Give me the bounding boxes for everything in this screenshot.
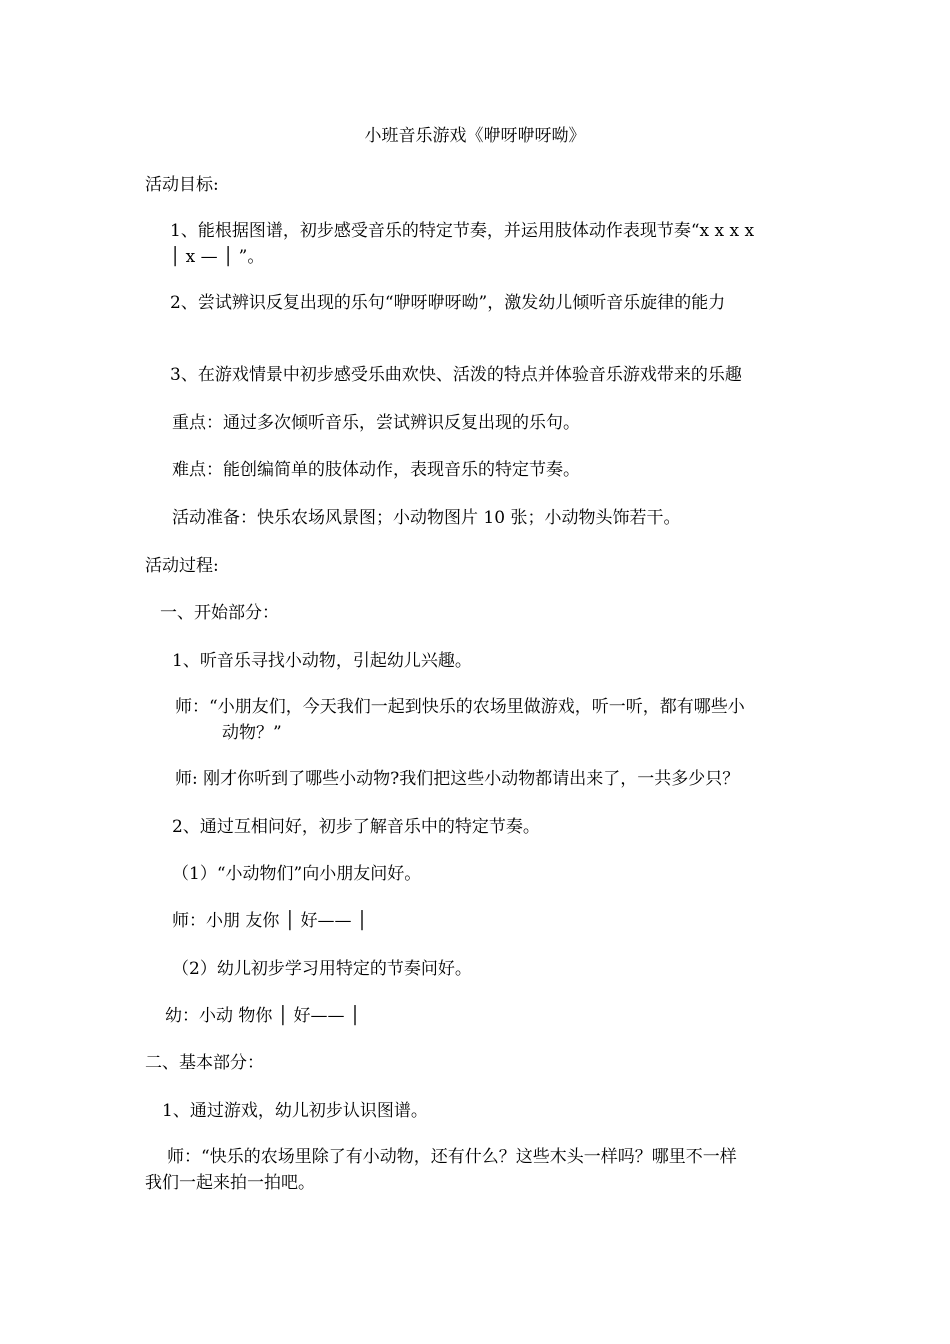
teacher-line-2: 师: 刚才你听到了哪些小动物?我们把这些小动物都请出来了，一共多少只？ bbox=[175, 769, 740, 789]
goals-heading: 活动目标: bbox=[145, 175, 219, 195]
goal-3: 3、在游戏情景中初步感受乐曲欢快、活泼的特点并体验音乐游戏带来的乐趣 bbox=[170, 365, 742, 385]
preparation: 活动准备：快乐农场风景图；小动物图片 10 张；小动物头饰若干。 bbox=[172, 508, 681, 528]
key-point: 重点：通过多次倾听音乐，尝试辨识反复出现的乐句。 bbox=[172, 413, 580, 433]
step-1: 1、听音乐寻找小动物，引起幼儿兴趣。 bbox=[172, 651, 472, 671]
part-1-heading: 一、开始部分： bbox=[160, 603, 279, 623]
sub-step-2: （2）幼儿初步学习用特定的节奏问好。 bbox=[172, 959, 472, 979]
teacher-line-4b: 我们一起来拍一拍吧。 bbox=[145, 1173, 315, 1193]
goal-2: 2、尝试辨识反复出现的乐句“咿呀咿呀呦”，激发幼儿倾听音乐旋律的能力 bbox=[170, 293, 726, 313]
difficulty: 难点：能创编简单的肢体动作，表现音乐的特定节奏。 bbox=[172, 460, 580, 480]
step-3: 1、通过游戏，幼儿初步认识图谱。 bbox=[162, 1101, 428, 1121]
teacher-line-3: 师：小朋 友你 │ 好—— │ bbox=[172, 911, 368, 931]
goal-1-line-1: 1、能根据图谱，初步感受音乐的特定节奏，并运用肢体动作表现节奏“x x x x bbox=[170, 221, 755, 241]
process-heading: 活动过程: bbox=[145, 556, 219, 576]
sub-step-1: （1）“小动物们”向小朋友问好。 bbox=[172, 864, 422, 884]
goal-1-line-2: │ x — │ ”。 bbox=[170, 247, 265, 267]
part-2-heading: 二、基本部分： bbox=[145, 1053, 264, 1073]
step-2: 2、通过互相问好，初步了解音乐中的特定节奏。 bbox=[172, 817, 540, 837]
teacher-line-1b: 动物？” bbox=[222, 723, 282, 743]
teacher-line-4a: 师：“快乐的农场里除了有小动物，还有什么？这些木头一样吗？哪里不一样 bbox=[167, 1147, 737, 1167]
teacher-line-1a: 师：“小朋友们，今天我们一起到快乐的农场里做游戏，听一听，都有哪些小 bbox=[175, 697, 745, 717]
document-title: 小班音乐游戏《咿呀咿呀呦》 bbox=[364, 126, 586, 146]
child-line-1: 幼：小动 物你 │ 好—— │ bbox=[165, 1006, 361, 1026]
